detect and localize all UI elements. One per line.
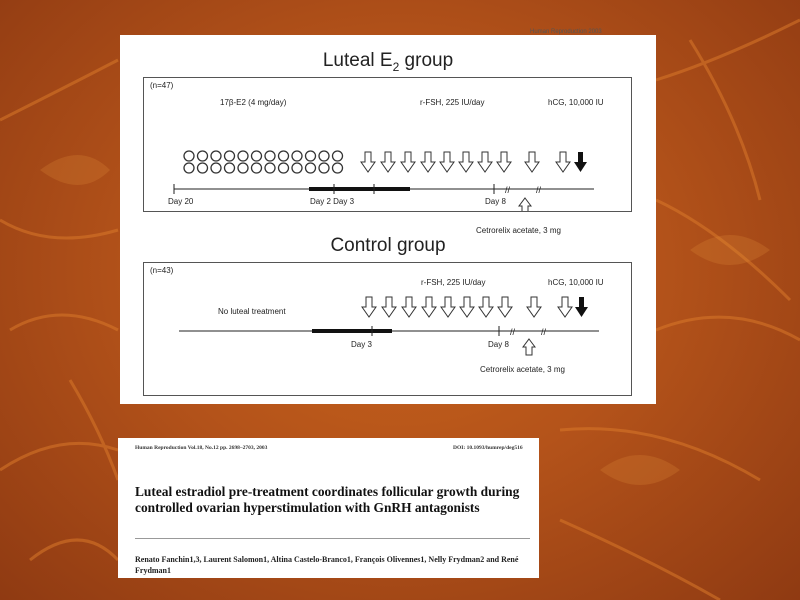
luteal-antagonist-label: Cetrorelix acetate, 3 mg [476,226,561,235]
fsh-dose-arrow-icon [498,297,512,317]
estradiol-dose-label: 17β-E2 (4 mg/day) [220,98,287,107]
luteal-day20-label: Day 20 [168,197,194,206]
fsh-dose-arrow-icon [421,152,435,172]
fsh-dose-arrow-icon [382,297,396,317]
fsh-dose-arrow-icon [402,297,416,317]
luteal-fsh-label: r-FSH, 225 IU/day [420,98,485,107]
svg-text://: // [505,185,511,195]
figure-panel [120,29,656,404]
estradiol-pill-icon [265,151,275,161]
estradiol-pill-icon [306,151,316,161]
fsh-dose-arrow-icon [558,297,572,317]
control-group-timeline [143,262,632,396]
fsh-dose-arrow-icon [422,297,436,317]
estradiol-pill-icon [198,151,208,161]
estradiol-pill-icon [238,163,248,173]
fsh-dose-arrow-icon [381,152,395,172]
luteal-day2-day3-label: Day 2 Day 3 [310,197,355,206]
estradiol-pill-icon [279,163,289,173]
estradiol-pill-icon [292,151,302,161]
control-fsh-label: r-FSH, 225 IU/day [421,278,486,287]
luteal-hcg-label: hCG, 10,000 IU [548,98,604,107]
divider [135,538,530,539]
fsh-dose-arrow-icon [460,297,474,317]
luteal-group-title: Luteal $E_2$ group [322,50,454,74]
estradiol-pill-icon [211,151,221,161]
estradiol-pill-icon [319,163,329,173]
estradiol-pill-icon [198,163,208,173]
fsh-dose-arrow-icon [361,152,375,172]
control-day3-label: Day 3 [351,340,372,349]
control-n-label: (n=43) [150,266,174,275]
estradiol-pill-icon [265,163,275,173]
estradiol-pill-icon [252,151,262,161]
estradiol-pill-icon [238,151,248,161]
estradiol-pill-icon [333,151,343,161]
estradiol-pill-icon [319,151,329,161]
fsh-dose-arrow-icon [401,152,415,172]
estradiol-pill-icon [225,151,235,161]
doi-reference: DOI: 10.1093/humrep/deg516 [453,445,523,451]
fsh-dose-arrow-icon [497,152,511,172]
fsh-dose-arrow-icon [478,152,492,172]
no-luteal-treatment-label: No luteal treatment [218,307,286,316]
svg-text://: // [541,327,547,337]
journal-reference: Human Reproduction Vol.18, No.12 pp. 2698–2703, 2003 [135,445,268,451]
estradiol-pill-icon [252,163,262,173]
estradiol-pill-icon [184,151,194,161]
luteal-n-label: (n=47) [150,81,174,90]
control-antagonist-label: Cetrorelix acetate, 3 mg [480,365,565,374]
luteal-day8-label: Day 8 [485,197,506,206]
fsh-dose-arrow-icon [479,297,493,317]
svg-text://: // [536,185,542,195]
svg-text://: // [510,327,516,337]
estradiol-pill-icon [225,163,235,173]
fsh-dose-arrow-icon [362,297,376,317]
control-hcg-label: hCG, 10,000 IU [548,278,604,287]
estradiol-pill-icon [306,163,316,173]
control-group-title: Control group [330,235,446,256]
estradiol-pill-icon [211,163,221,173]
estradiol-pill-icon [279,151,289,161]
paper-citation-card [118,438,539,578]
luteal-group-timeline [143,77,632,235]
estradiol-pill-icon [184,163,194,173]
paper-title: Luteal estradiol pre-treatment coordinates follicular growth during controlled ovarian hyperstimulation with GnRH antagonists [135,484,520,515]
fsh-dose-arrow-icon [525,152,539,172]
fsh-dose-arrow-icon [440,152,454,172]
fsh-dose-arrow-icon [556,152,570,172]
estradiol-pill-icon [292,163,302,173]
estradiol-pill-icon [333,163,343,173]
fsh-dose-arrow-icon [527,297,541,317]
fsh-dose-arrow-icon [441,297,455,317]
fsh-dose-arrow-icon [459,152,473,172]
control-day8-label: Day 8 [488,340,509,349]
figure-header-note: Human Reproduction 2003 [530,29,602,35]
paper-authors: Renato Fanchin1,3, Laurent Salomon1, Altina Castelo-Branco1, François Olivennes1, Nelly Frydman2 and René Frydman1 [135,555,519,575]
